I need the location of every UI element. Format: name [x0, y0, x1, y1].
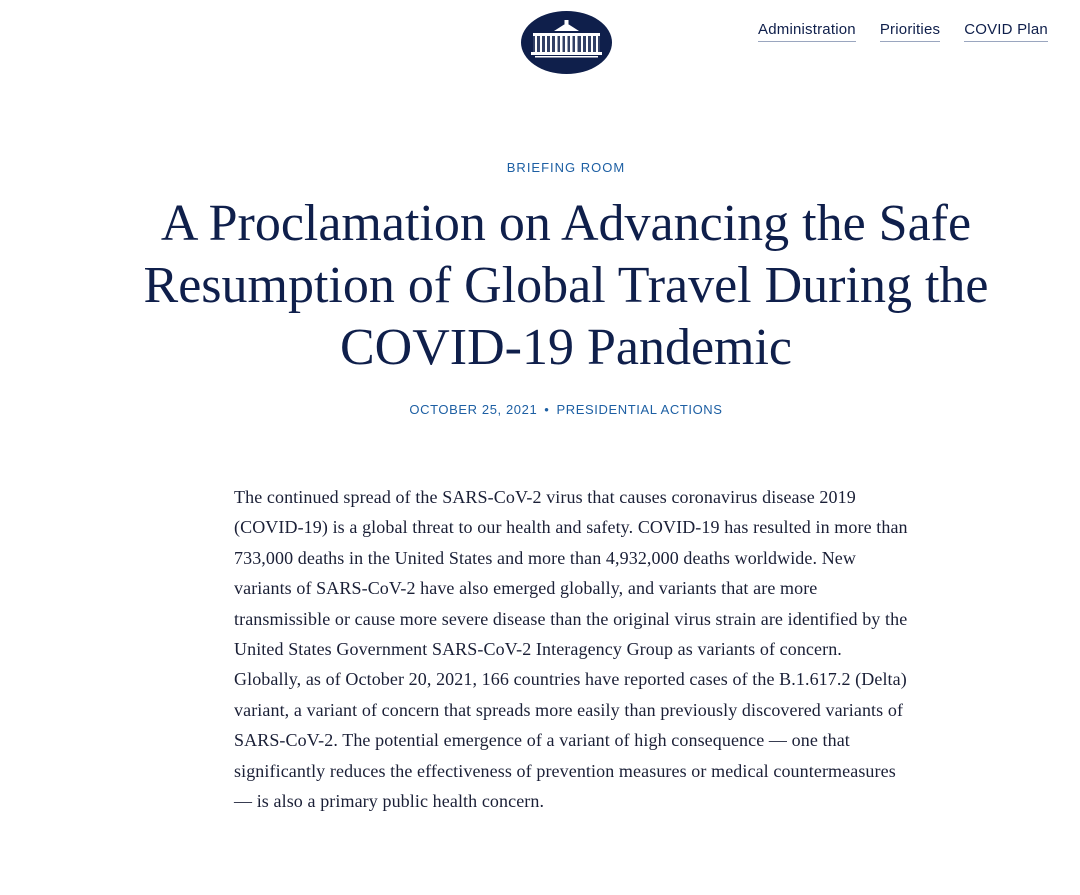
article-paragraph: The continued spread of the SARS-CoV-2 virus that causes coronavirus disease 2019 (COVID-19) is a global threat to our health and safety. COVID-19 has resulted in more than 733,000 deaths in the United States and more than 4,932,000 deaths worldwide. New variants of SARS-CoV-2 have also emerged globally, and variants that are more transmissible or cause more severe disease than the original virus strain are identified by the United States Government SARS-CoV-2 Interagency Group as variants of concern. Globally, as of October 20, 2021, 166 countries have reported cases of the B.1.617.2 (Delta) variant, a variant of concern that spreads more easily than previously discovered variants of SARS-CoV-2. The potential emergence of a variant of high consequence — one that significantly reduces the effectiveness of prevention measures or medical countermeasures — is also a primary public health concern.	[234, 487, 908, 812]
briefing-room-link[interactable]: BRIEFING ROOM	[506, 160, 626, 175]
article-meta	[0, 402, 1080, 417]
category-link[interactable]: PRESIDENTIAL ACTIONS	[556, 402, 723, 417]
top-navigation	[758, 21, 1072, 42]
article-date: OCTOBER 25, 2021	[409, 402, 538, 417]
nav-administration[interactable]: Administration	[758, 21, 856, 42]
white-house-seal-icon	[521, 11, 612, 74]
nav-covid-plan[interactable]: COVID Plan	[964, 21, 1048, 42]
white-house-logo-link[interactable]	[521, 11, 612, 74]
page-title: A Proclamation on Advancing the Safe Resumption of Global Travel During the COVID-19 Pandemic	[143, 195, 989, 376]
meta-separator: •	[544, 402, 550, 417]
nav-priorities[interactable]: Priorities	[880, 21, 940, 42]
